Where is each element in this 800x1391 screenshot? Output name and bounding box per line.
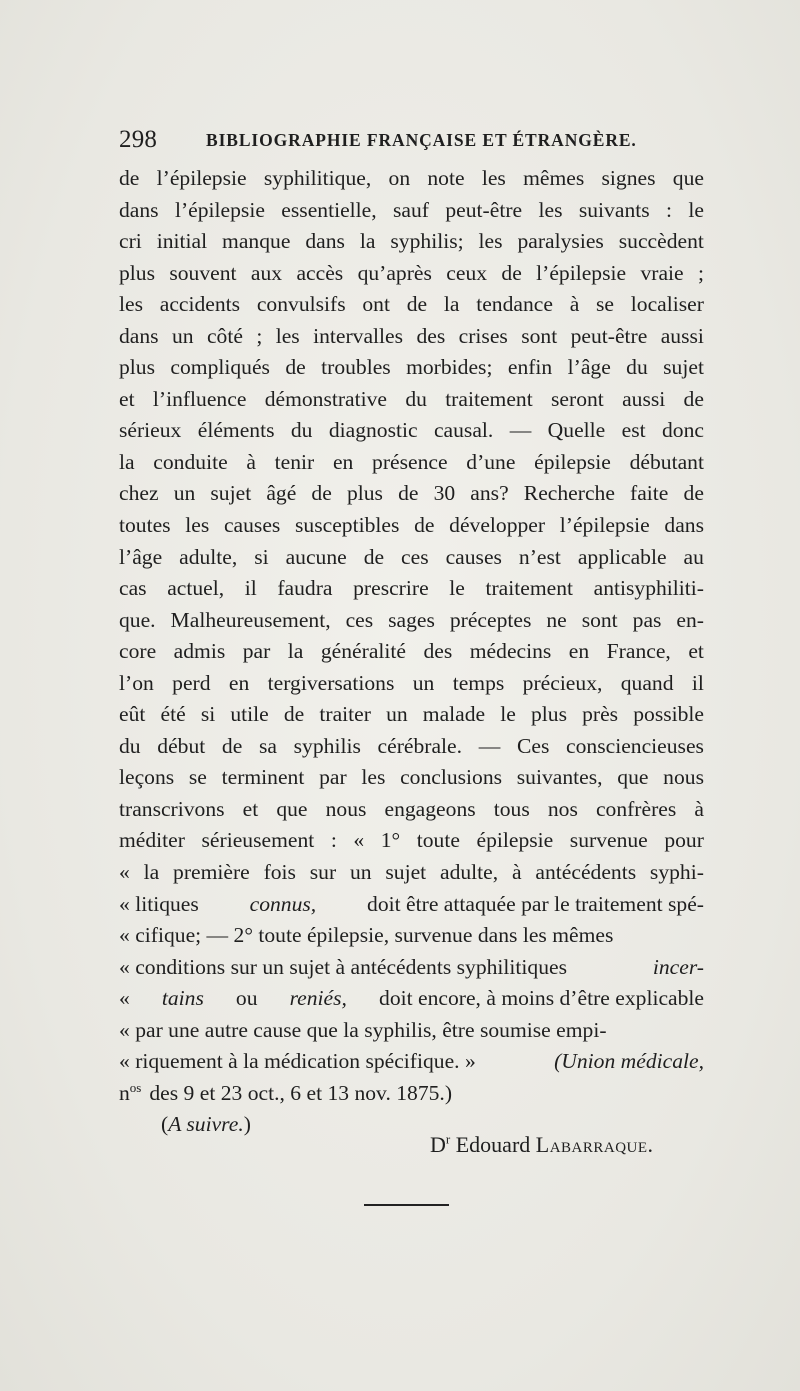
word: l’âge (119, 544, 163, 569)
word: traitement (445, 386, 533, 411)
word: qu’après (357, 260, 432, 285)
text-line (119, 352, 704, 384)
text-line (119, 384, 704, 416)
word: : (666, 197, 673, 222)
word: sont (521, 323, 558, 348)
italic-text: reniés, (289, 986, 347, 1011)
word: core (119, 639, 157, 664)
word: causes (223, 513, 281, 538)
line-text: « conditions sur un sujet à antécédents syphilitiques (119, 954, 567, 979)
word: fois (263, 860, 296, 885)
word: sérieux (119, 418, 182, 443)
word: nos (547, 796, 578, 821)
word: de (406, 292, 428, 317)
word: sauf (393, 197, 429, 222)
word: diagnostic (328, 418, 418, 443)
word: syphilitique, (263, 166, 372, 190)
word: du (290, 418, 313, 443)
word: aussi (622, 386, 666, 411)
text-line (119, 1078, 704, 1110)
text-line (119, 762, 704, 794)
word: que (276, 796, 308, 821)
word: plus (119, 260, 155, 285)
word: toutes (119, 513, 171, 538)
word: eût (119, 702, 146, 727)
word: admis (173, 639, 226, 664)
text-line (119, 478, 704, 510)
word: sujet (385, 860, 427, 885)
word: conduite (153, 449, 228, 474)
text-line (119, 794, 704, 826)
word: adulte, (440, 860, 499, 885)
word: la (143, 860, 160, 885)
word: crises (458, 323, 508, 348)
text-line (119, 825, 704, 857)
word: à (569, 292, 580, 317)
word: que (617, 765, 649, 790)
word: Ces (516, 733, 550, 758)
word: le (688, 197, 704, 222)
word: antisyphiliti- (593, 576, 704, 601)
word: sujet (210, 481, 252, 506)
line-text: « cifique; — 2° toute épilepsie, survenue dans les mêmes (119, 923, 614, 948)
line-text: (A suivre.) (161, 1112, 251, 1137)
word: localiser (630, 292, 704, 317)
line-text: « par une autre cause que la syphilis, être soumise empi- (119, 1017, 607, 1042)
word: possible (633, 702, 704, 727)
word: — (478, 733, 501, 758)
word: quand (620, 670, 674, 695)
text-line (119, 636, 704, 668)
word: présence (372, 449, 448, 474)
word: les (185, 513, 210, 538)
word: confrères (595, 796, 677, 821)
word: traiter (319, 702, 371, 727)
page-number: 298 (119, 126, 158, 153)
line-text: doit encore, à moins d’être explicable (379, 986, 704, 1011)
word: de (119, 166, 140, 190)
word: dans (305, 229, 345, 254)
italic-text: incer- (652, 954, 704, 979)
word: début (157, 733, 206, 758)
word: causal. (433, 418, 494, 443)
word: perd (172, 670, 211, 695)
italic-text: connus, (249, 891, 317, 916)
word: du (119, 733, 141, 758)
word: un (349, 860, 372, 885)
word: nous (663, 765, 704, 790)
line-text: « litiques (119, 891, 199, 916)
text-line (119, 163, 704, 195)
word: le (500, 702, 516, 727)
word: temps (452, 670, 505, 695)
word: les (481, 166, 506, 190)
word: à (511, 860, 522, 885)
word: l’épilepsie (174, 197, 265, 222)
word: cérébrale. (377, 733, 463, 758)
word: l’on (119, 670, 154, 695)
text-line (119, 289, 704, 321)
word: âgé (266, 481, 297, 506)
word: de (283, 702, 305, 727)
word: paralysies (517, 229, 604, 254)
word: chez (119, 481, 159, 506)
word: épilepsie (534, 449, 611, 474)
word: suivants (578, 197, 650, 222)
word: aussi (660, 323, 704, 348)
word: : (330, 828, 337, 853)
word: transcrivons (119, 796, 225, 821)
text-line (119, 1015, 704, 1047)
word: peut-être (445, 197, 523, 222)
word: conclusions (400, 765, 503, 790)
word: les (361, 765, 386, 790)
word: ; (697, 260, 704, 285)
word: débutant (629, 449, 704, 474)
citation-prefix: nos (119, 1079, 142, 1105)
text-line (119, 605, 704, 637)
word: aucune (285, 544, 347, 569)
word: on (388, 166, 411, 190)
word: l’épilepsie (559, 513, 650, 538)
word: Recherche (523, 481, 615, 506)
text-line (119, 983, 704, 1015)
line-text: des 9 et 23 oct., 6 et 13 nov. 1875.) (149, 1080, 453, 1105)
word: actuel, (167, 576, 225, 601)
text-line (119, 195, 704, 227)
word: première (173, 860, 250, 885)
word: en (228, 670, 250, 695)
word: de (311, 481, 332, 506)
word: été (160, 702, 186, 727)
word: au (683, 544, 704, 569)
word: note (427, 166, 465, 190)
word: n’est (518, 544, 561, 569)
word: de (363, 544, 385, 569)
word: tergiversations (267, 670, 395, 695)
word: cri (119, 229, 142, 254)
word: la (287, 639, 304, 664)
word: démonstrative (264, 386, 388, 411)
word: tendance (476, 292, 553, 317)
word: peut-être (570, 323, 648, 348)
word: sages (388, 607, 435, 632)
text-line (119, 542, 704, 574)
word: l’épilepsie (156, 166, 247, 190)
word: terminent (221, 765, 305, 790)
word: signes (601, 166, 656, 190)
word: se (188, 765, 207, 790)
word: un (412, 670, 435, 695)
word: ans? (470, 481, 509, 506)
word: antécédents (535, 860, 637, 885)
text-line (119, 510, 704, 542)
word: la (119, 449, 135, 474)
word: sérieusement (201, 828, 315, 853)
word: et (688, 639, 704, 664)
word: sa (258, 733, 277, 758)
word: de (683, 481, 704, 506)
word: plus (346, 481, 383, 506)
word: nous (325, 796, 367, 821)
word: toute (416, 828, 460, 853)
word: d’une (466, 449, 516, 474)
word: traitement (485, 576, 574, 601)
word: que (672, 166, 704, 190)
word: préceptes (449, 607, 532, 632)
word: pour (664, 828, 704, 853)
word: morbides; (406, 355, 493, 380)
word: à (246, 449, 256, 474)
word: « (353, 828, 365, 853)
word: applicable (577, 544, 667, 569)
word: ont (362, 292, 390, 317)
word: ; (256, 323, 263, 348)
word: vraie (640, 260, 684, 285)
word: des (423, 639, 453, 664)
text-line (119, 857, 704, 889)
word: le (449, 576, 465, 601)
word: sujet (663, 355, 704, 380)
word: enfin (507, 355, 553, 380)
word: dans (119, 323, 159, 348)
word: développer (449, 513, 546, 538)
word: plus (119, 355, 155, 380)
word: « (119, 860, 130, 885)
word: en- (676, 607, 704, 632)
word: les (538, 197, 563, 222)
word: dans (119, 197, 159, 222)
running-title: BIBLIOGRAPHIE FRANÇAISE ET ÉTRANGÈRE. (206, 130, 637, 150)
word: les (275, 323, 300, 348)
word: faudra (277, 576, 333, 601)
word: Quelle (547, 418, 606, 443)
word: du (626, 355, 648, 380)
text-line (119, 889, 704, 921)
word: un (386, 702, 408, 727)
word: l’épilepsie (536, 260, 627, 285)
paragraph-lines (119, 163, 704, 889)
word: Malheureusement, (170, 607, 331, 632)
word: ces (345, 607, 374, 632)
word: il (691, 670, 704, 695)
word: de (398, 481, 419, 506)
text-line (119, 415, 704, 447)
word: adulte, (179, 544, 238, 569)
word: épilepsie (476, 828, 554, 853)
text-line (119, 258, 704, 290)
text-line (119, 952, 704, 984)
word: les (119, 292, 143, 317)
word: et (119, 386, 135, 411)
word: ceux (446, 260, 488, 285)
word: des (416, 323, 446, 348)
word: intervalles (313, 323, 404, 348)
text-line (119, 321, 704, 353)
word: pas (632, 607, 662, 632)
word: près (582, 702, 619, 727)
word: l’âge (567, 355, 611, 380)
text-line (119, 447, 704, 479)
word: la (359, 229, 376, 254)
word: si (254, 544, 269, 569)
word: malade (422, 702, 486, 727)
word: mêmes (523, 166, 585, 190)
word: il (244, 576, 257, 601)
text-line (119, 920, 704, 952)
word: engageons (384, 796, 476, 821)
text-line (119, 668, 704, 700)
word: généralité (320, 639, 406, 664)
word: éléments (197, 418, 275, 443)
word: de (414, 513, 435, 538)
text-line (119, 699, 704, 731)
word: la (443, 292, 460, 317)
word: causes (445, 544, 502, 569)
word: par (319, 765, 347, 790)
word: survenue (569, 828, 648, 853)
word: de (285, 355, 306, 380)
italic-text: tains (161, 986, 204, 1011)
word: donc (661, 418, 704, 443)
word: essentielle, (281, 197, 377, 222)
word: syphi- (649, 860, 704, 885)
word: en (568, 639, 590, 664)
word: syphilis; (390, 229, 464, 254)
word: troubles (321, 355, 391, 380)
author-signature: $D^r$ Edouard Labarraque. (430, 1131, 654, 1157)
word: en (332, 449, 354, 474)
article-body (119, 163, 704, 1141)
word: France, (606, 639, 671, 664)
word: souvent (169, 260, 237, 285)
word: compliqués (170, 355, 270, 380)
word: sont (581, 607, 618, 632)
word: si (200, 702, 216, 727)
word: accès (296, 260, 344, 285)
word: consciencieuses (566, 733, 704, 758)
word: de (501, 260, 522, 285)
word: médecins (469, 639, 552, 664)
page-header (119, 126, 704, 156)
word: leçons (119, 765, 175, 790)
word: cas (119, 576, 147, 601)
word: dans (664, 513, 704, 538)
word: de (221, 733, 243, 758)
text-line (119, 573, 704, 605)
word: convulsifs (256, 292, 346, 317)
word: méditer (119, 828, 185, 853)
word: un (173, 481, 196, 506)
word: faite (630, 481, 669, 506)
word: aux (250, 260, 283, 285)
word: côté (206, 323, 243, 348)
text-line (119, 226, 704, 258)
section-divider (364, 1204, 449, 1206)
word: suivantes, (516, 765, 603, 790)
word: utile (230, 702, 269, 727)
word: et (242, 796, 259, 821)
word: est (621, 418, 646, 443)
word: seront (551, 386, 604, 411)
word: syphilis (293, 733, 361, 758)
word: les (478, 229, 503, 254)
text-line (119, 1046, 704, 1078)
word: tous (493, 796, 530, 821)
word: plus (530, 702, 567, 727)
word: précieux, (522, 670, 603, 695)
word: 30 (433, 481, 456, 506)
word: du (405, 386, 427, 411)
word: succèdent (618, 229, 704, 254)
word: manque (222, 229, 291, 254)
line-text: ou (235, 986, 258, 1011)
word: l’influence (152, 386, 247, 411)
word: que. (119, 607, 156, 632)
line-text: « (119, 986, 130, 1011)
word: un (171, 323, 194, 348)
line-text: « riquement à la médication spécifique. » (119, 1049, 476, 1074)
text-line (119, 731, 704, 763)
word: prescrire (353, 576, 429, 601)
word: par (242, 639, 271, 664)
line-text: doit être attaquée par le traitement spé- (367, 891, 704, 916)
italic-text: (Union médicale, (554, 1049, 704, 1074)
word: à (694, 796, 704, 821)
word: susceptibles (295, 513, 400, 538)
word: initial (156, 229, 208, 254)
word: 1° (380, 828, 401, 853)
word: — (509, 418, 532, 443)
word: accidents (159, 292, 241, 317)
word: ne (546, 607, 567, 632)
word: se (596, 292, 615, 317)
word: ces (401, 544, 429, 569)
word: sur (309, 860, 337, 885)
word: tenir (274, 449, 315, 474)
word: de (683, 386, 704, 411)
